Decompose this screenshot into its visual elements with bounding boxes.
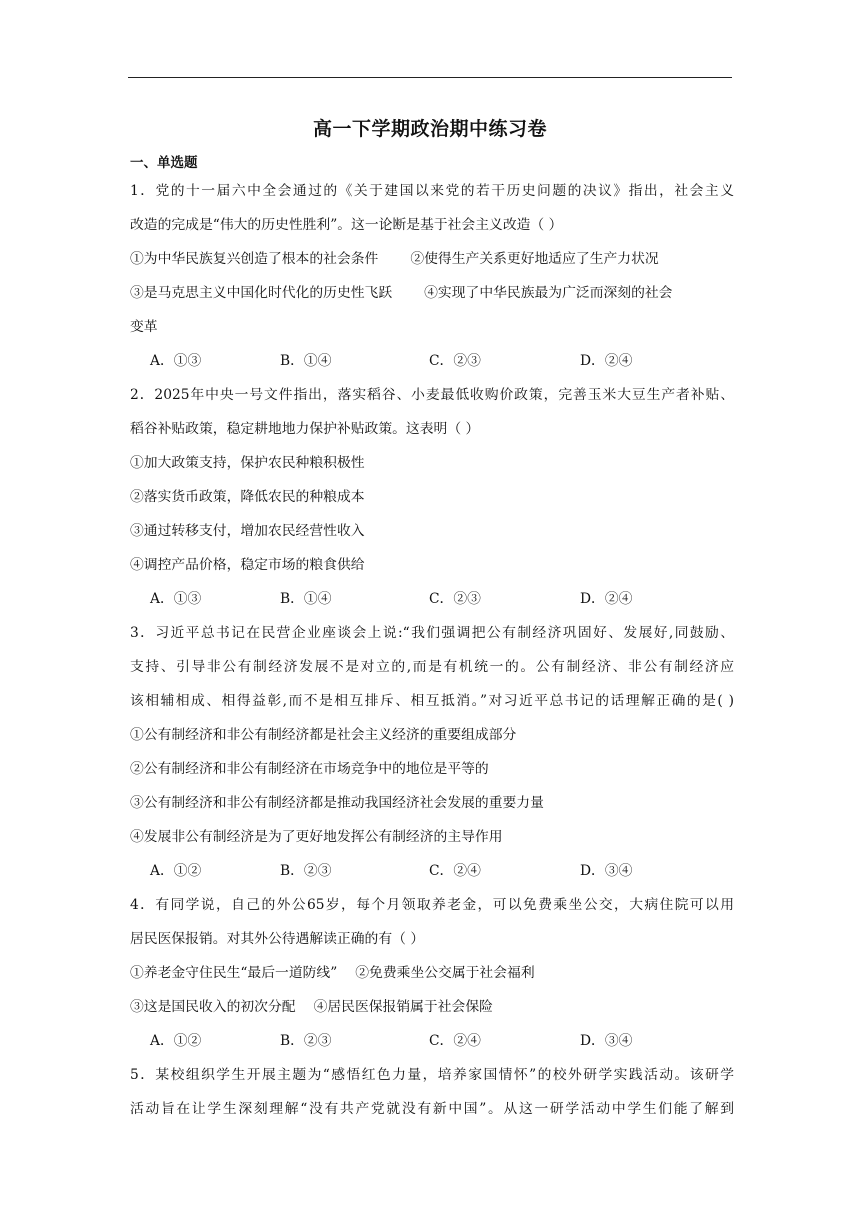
choice-d[interactable]: D．②④ xyxy=(580,353,633,369)
choice-a[interactable]: A．①③ xyxy=(150,353,202,369)
choice-c[interactable]: C．②③ xyxy=(429,353,481,369)
question-1-option-wrap: 变革 xyxy=(130,319,158,335)
header-rule xyxy=(128,77,732,78)
choice-a[interactable]: A．①③ xyxy=(150,591,202,607)
question-1-options-row xyxy=(130,242,734,276)
choice-d[interactable]: D．②④ xyxy=(580,591,633,607)
question-2-stem-line: 稻谷补贴政策，稳定耕地地力保护补贴政策。这表明（ ） xyxy=(130,421,480,437)
question-1-options-row xyxy=(130,276,734,310)
choice-d[interactable]: D．③④ xyxy=(580,863,633,879)
question-4-option: ①养老金守住民生“最后一道防线” xyxy=(130,965,338,981)
choice-b[interactable]: B．②③ xyxy=(280,863,332,879)
choice-b[interactable]: B．①④ xyxy=(280,591,332,607)
question-1-choices xyxy=(130,344,734,378)
question-list xyxy=(130,174,734,1126)
choice-a[interactable]: A．①② xyxy=(150,1033,202,1049)
section-heading: 一、单选题 xyxy=(130,155,198,171)
choice-c[interactable]: C．②④ xyxy=(429,863,481,879)
question-1-option: ②使得生产关系更好地适应了生产力状况 xyxy=(410,251,659,267)
choice-d[interactable]: D．③④ xyxy=(580,1033,633,1049)
question-2-stem-line: 2．2025年中央一号文件指出，落实稻谷、小麦最低收购价政策，完善玉米大豆生产者补贴、 xyxy=(130,387,734,403)
question-3-stem-line: 支持、引导非公有制经济发展不是对立的,而是有机统一的。公有制经济、非公有制经济应 xyxy=(130,659,734,675)
choice-b[interactable]: B．①④ xyxy=(280,353,332,369)
question-1-stem-line: 1．党的十一届六中全会通过的《关于建国以来党的若干历史问题的决议》指出，社会主义 xyxy=(130,183,734,199)
choice-b[interactable]: B．②③ xyxy=(280,1033,332,1049)
question-3-option: ④发展非公有制经济是为了更好地发挥公有制经济的主导作用 xyxy=(130,829,503,845)
question-1-option: ①为中华民族复兴创造了根本的社会条件 xyxy=(130,251,379,267)
question-3-option: ③公有制经济和非公有制经济都是推动我国经济社会发展的重要力量 xyxy=(130,795,544,811)
question-3-stem-line: 该相辅相成、相得益彰,而不是相互排斥、相互抵消。”对习近平总书记的话理解正确的是( ) xyxy=(130,693,734,709)
choice-c[interactable]: C．②③ xyxy=(429,591,481,607)
question-4-option: ②免费乘坐公交属于社会福利 xyxy=(355,965,535,981)
question-2-option: ②落实货币政策，降低农民的种粮成本 xyxy=(130,489,365,505)
question-3-choices xyxy=(130,854,734,888)
question-5-stem-line: 5．某校组织学生开展主题为“感悟红色力量，培养家国情怀”的校外研学实践活动。该研学 xyxy=(130,1067,734,1083)
question-3-option: ②公有制经济和非公有制经济在市场竞争中的地位是平等的 xyxy=(130,761,489,777)
question-2-choices xyxy=(130,582,734,616)
question-4-choices xyxy=(130,1024,734,1058)
question-4-options-row xyxy=(130,990,734,1024)
choice-a[interactable]: A．①② xyxy=(150,863,202,879)
question-2-option: ④调控产品价格，稳定市场的粮食供给 xyxy=(130,557,365,573)
page-title: 高一下学期政治期中练习卷 xyxy=(312,118,547,140)
question-1-stem-line: 改造的完成是“伟大的历史性胜利”。这一论断是基于社会主义改造（ ） xyxy=(130,217,563,233)
question-3-stem-line: 3．习近平总书记在民营企业座谈会上说:“我们强调把公有制经济巩固好、发展好,同鼓励、 xyxy=(130,625,734,641)
question-3-option: ①公有制经济和非公有制经济都是社会主义经济的重要组成部分 xyxy=(130,727,517,743)
question-4-stem-line: 居民医保报销。对其外公待遇解读正确的有（ ） xyxy=(130,931,425,947)
question-1-option: ③是马克思主义中国化时代化的历史性飞跃 xyxy=(130,285,393,301)
choice-c[interactable]: C．②④ xyxy=(429,1033,481,1049)
question-4-option: ③这是国民收入的初次分配 xyxy=(130,999,296,1015)
question-4-option: ④居民医保报销属于社会保险 xyxy=(313,999,493,1015)
question-2-option: ①加大政策支持，保护农民种粮积极性 xyxy=(130,455,365,471)
question-4-options-row xyxy=(130,956,734,990)
question-1-option: ④实现了中华民族最为广泛而深刻的社会 xyxy=(424,285,673,301)
question-5-stem-line: 活动旨在让学生深刻理解“没有共产党就没有新中国”。从这一研学活动中学生们能了解到 xyxy=(130,1101,734,1117)
question-2-option: ③通过转移支付，增加农民经营性收入 xyxy=(130,523,365,539)
question-4-stem-line: 4．有同学说，自己的外公65岁，每个月领取养老金，可以免费乘坐公交，大病住院可以用 xyxy=(130,897,734,913)
